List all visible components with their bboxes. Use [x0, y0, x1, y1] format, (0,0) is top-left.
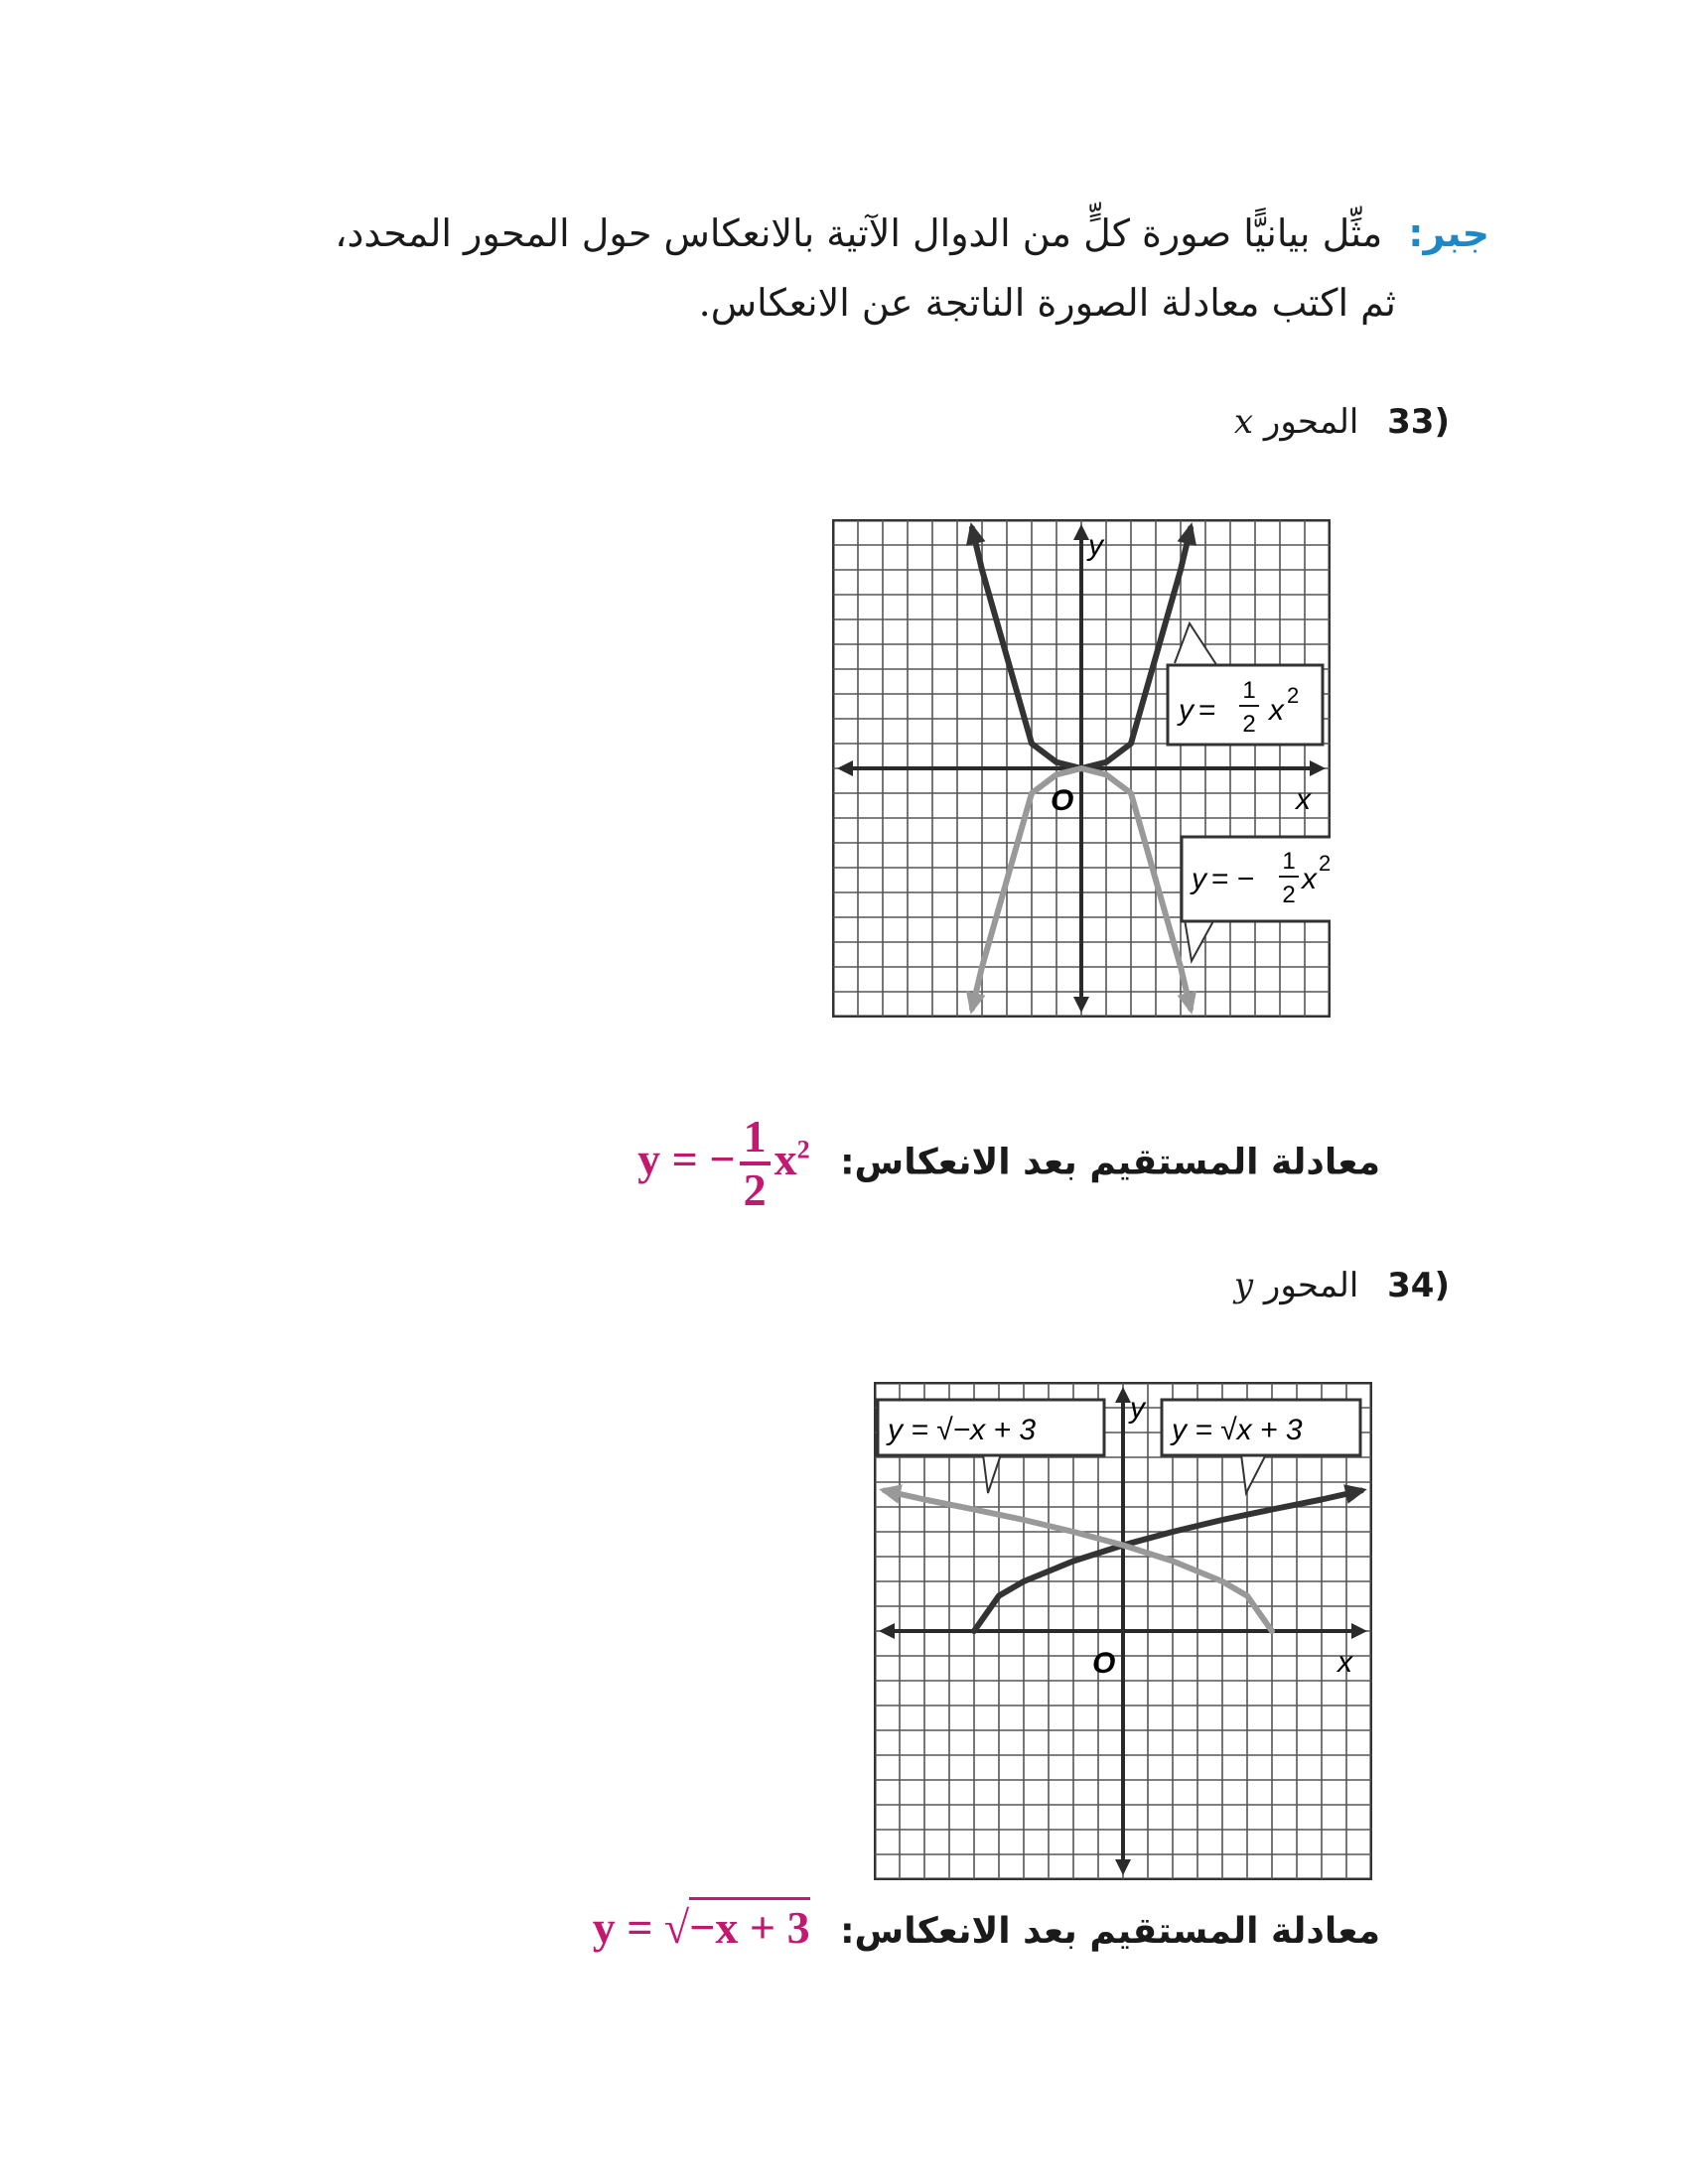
problem-33-axis-var: x	[1233, 402, 1254, 442]
answer-34-label: معادلة المستقيم بعد الانعكاس:	[840, 1911, 1380, 1952]
graph-33-label-upper-y: y	[1179, 694, 1194, 727]
problem-34-number: (34	[1387, 1266, 1450, 1305]
answer-33-label: معادلة المستقيم بعد الانعكاس:	[840, 1142, 1380, 1183]
topic-label: جبر:	[1408, 211, 1489, 255]
answer-33-prefix: y = −	[637, 1133, 736, 1184]
instructions-text-1: مثِّل بيانيًّا صورة كلٍّ من الدوال الآتية بالانعكاس حول المحور المحدد،	[335, 211, 1383, 255]
answer-33-exp: 2	[796, 1135, 810, 1164]
graph-33-label-upper-eq: =	[1198, 694, 1216, 727]
graph-33-label-upper-num: 1	[1242, 677, 1256, 704]
graph-33-label-lower-eq: = −	[1211, 863, 1255, 895]
graph-33-label-lower-y: y	[1192, 863, 1206, 895]
answer-33	[637, 1111, 1380, 1215]
answer-34-equation	[593, 1902, 810, 1953]
graph-34-y-axis-label: y	[1130, 1392, 1145, 1425]
graph-33	[832, 519, 1331, 1018]
answer-33-denominator: 2	[743, 1164, 767, 1215]
instructions	[199, 199, 1489, 338]
graph-33-y-axis-label: y	[1088, 529, 1103, 562]
instructions-text-2: ثم اكتب معادلة الصورة الناتجة عن الانعكاس.	[698, 281, 1396, 325]
graph-33-label-lower-var: x	[1302, 863, 1317, 895]
graph-34-x-axis-label: x	[1337, 1646, 1352, 1679]
answer-33-numerator: 1	[740, 1114, 771, 1165]
graph-33-label-upper-den: 2	[1242, 711, 1256, 738]
instructions-line-1	[199, 199, 1489, 268]
graph-33-label-upper-exp: 2	[1287, 683, 1300, 708]
graph-34-origin-label: O	[1092, 1647, 1116, 1680]
graph-33-label-lower-num: 1	[1282, 848, 1296, 875]
graph-33-label-lower-exp: 2	[1319, 851, 1331, 876]
answer-34	[593, 1901, 1380, 1954]
radical-sign-icon: √	[663, 1902, 690, 1953]
problem-34-header	[953, 1266, 1450, 1305]
answer-34-prefix: y =	[592, 1902, 653, 1953]
graph-34-label-left-text: y = √−x + 3	[888, 1414, 1037, 1446]
graph-33-origin-label: O	[1051, 784, 1074, 817]
answer-33-equation	[637, 1111, 810, 1215]
instructions-line-2	[199, 268, 1489, 338]
problem-34-axis-var: y	[1233, 1266, 1254, 1305]
answer-33-fraction	[740, 1111, 771, 1215]
problem-33-axis-word: المحور	[1263, 402, 1359, 442]
graph-33-label-upper-var: x	[1269, 694, 1284, 727]
answer-33-var: x	[774, 1133, 797, 1184]
graph-33-x-axis-label: x	[1296, 783, 1311, 816]
graph-34-label-right-text: y = √x + 3	[1172, 1414, 1303, 1446]
answer-34-radicand: −x + 3	[689, 1897, 809, 1953]
problem-33-header	[953, 402, 1450, 442]
problem-33-number: (33	[1387, 402, 1450, 442]
graph-33-label-lower-den: 2	[1282, 882, 1296, 908]
problem-34-axis-word: المحور	[1263, 1266, 1359, 1305]
graph-34	[874, 1382, 1372, 1880]
